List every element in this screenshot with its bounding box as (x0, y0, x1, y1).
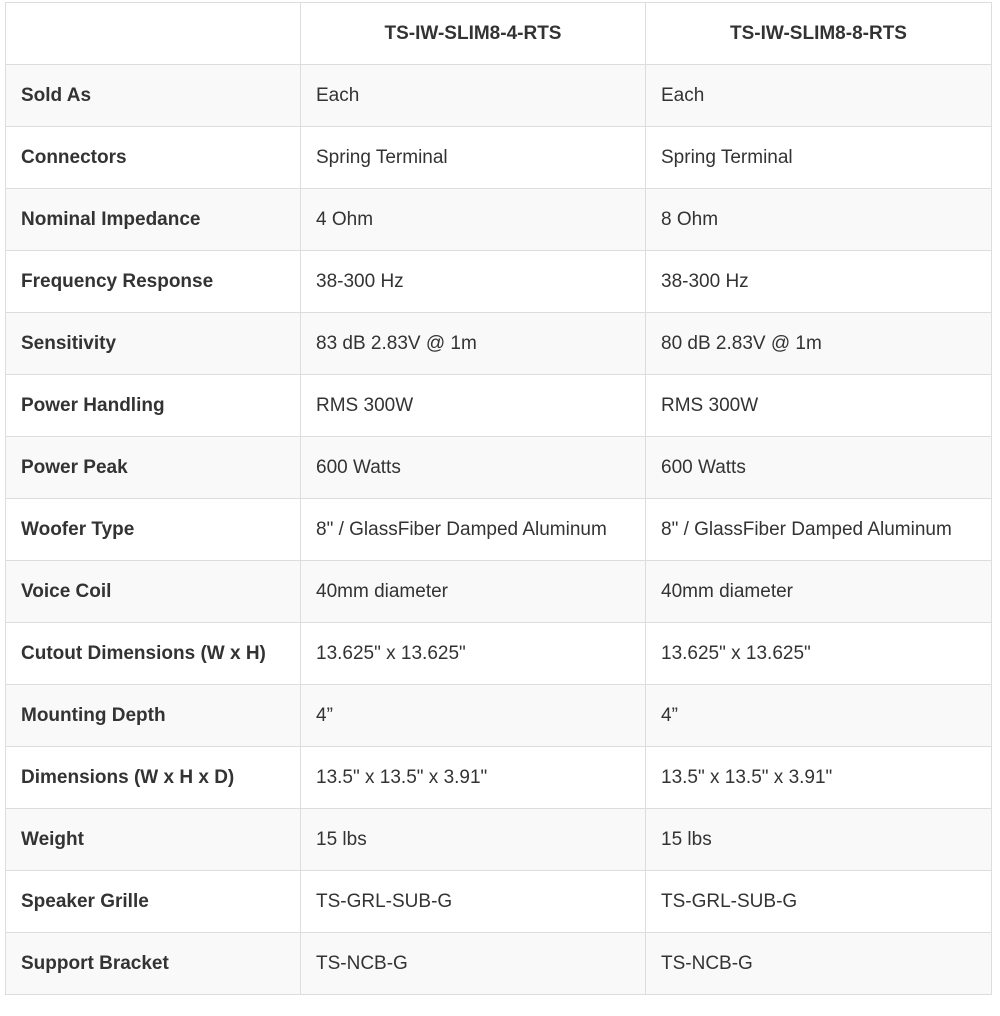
cell-value: TS-NCB-G (301, 933, 646, 995)
row-label: Speaker Grille (6, 871, 301, 933)
table-row (6, 685, 992, 747)
spec-table-header (6, 3, 992, 65)
cell-value: 38-300 Hz (301, 251, 646, 313)
row-label: Mounting Depth (6, 685, 301, 747)
cell-value: Spring Terminal (646, 127, 992, 189)
table-row (6, 375, 992, 437)
row-label: Power Handling (6, 375, 301, 437)
cell-value: TS-NCB-G (646, 933, 992, 995)
cell-value: TS-GRL-SUB-G (301, 871, 646, 933)
cell-value: 8 Ohm (646, 189, 992, 251)
table-row (6, 437, 992, 499)
cell-value: 80 dB 2.83V @ 1m (646, 313, 992, 375)
cell-value: 40mm diameter (301, 561, 646, 623)
spec-table-body (6, 65, 992, 995)
table-row (6, 809, 992, 871)
row-label: Cutout Dimensions (W x H) (6, 623, 301, 685)
cell-value: 600 Watts (301, 437, 646, 499)
table-row (6, 127, 992, 189)
table-row (6, 499, 992, 561)
cell-value: 38-300 Hz (646, 251, 992, 313)
row-label: Dimensions (W x H x D) (6, 747, 301, 809)
table-row (6, 933, 992, 995)
row-label: Woofer Type (6, 499, 301, 561)
table-row (6, 747, 992, 809)
row-label: Connectors (6, 127, 301, 189)
table-row (6, 313, 992, 375)
cell-value: 4 Ohm (301, 189, 646, 251)
table-row (6, 623, 992, 685)
cell-value: 8" / GlassFiber Damped Aluminum (301, 499, 646, 561)
row-label: Support Bracket (6, 933, 301, 995)
row-label: Nominal Impedance (6, 189, 301, 251)
cell-value: TS-GRL-SUB-G (646, 871, 992, 933)
cell-value: Each (646, 65, 992, 127)
cell-value: 83 dB 2.83V @ 1m (301, 313, 646, 375)
row-label: Frequency Response (6, 251, 301, 313)
cell-value: 4” (646, 685, 992, 747)
header-corner-cell (6, 3, 301, 65)
cell-value: 13.5" x 13.5" x 3.91" (301, 747, 646, 809)
cell-value: 4” (301, 685, 646, 747)
cell-value: 15 lbs (646, 809, 992, 871)
row-label: Voice Coil (6, 561, 301, 623)
cell-value: 13.5" x 13.5" x 3.91" (646, 747, 992, 809)
cell-value: 600 Watts (646, 437, 992, 499)
header-model-8-ohm: TS-IW-SLIM8-8-RTS (646, 3, 992, 65)
table-row (6, 561, 992, 623)
spec-table (5, 2, 992, 995)
header-row (6, 3, 992, 65)
cell-value: Spring Terminal (301, 127, 646, 189)
table-row (6, 189, 992, 251)
row-label: Sold As (6, 65, 301, 127)
cell-value: RMS 300W (646, 375, 992, 437)
table-row (6, 65, 992, 127)
header-model-4-ohm: TS-IW-SLIM8-4-RTS (301, 3, 646, 65)
cell-value: 8" / GlassFiber Damped Aluminum (646, 499, 992, 561)
cell-value: 15 lbs (301, 809, 646, 871)
row-label: Weight (6, 809, 301, 871)
cell-value: RMS 300W (301, 375, 646, 437)
row-label: Power Peak (6, 437, 301, 499)
table-row (6, 251, 992, 313)
row-label: Sensitivity (6, 313, 301, 375)
cell-value: 13.625" x 13.625" (646, 623, 992, 685)
cell-value: 40mm diameter (646, 561, 992, 623)
table-row (6, 871, 992, 933)
cell-value: 13.625" x 13.625" (301, 623, 646, 685)
cell-value: Each (301, 65, 646, 127)
